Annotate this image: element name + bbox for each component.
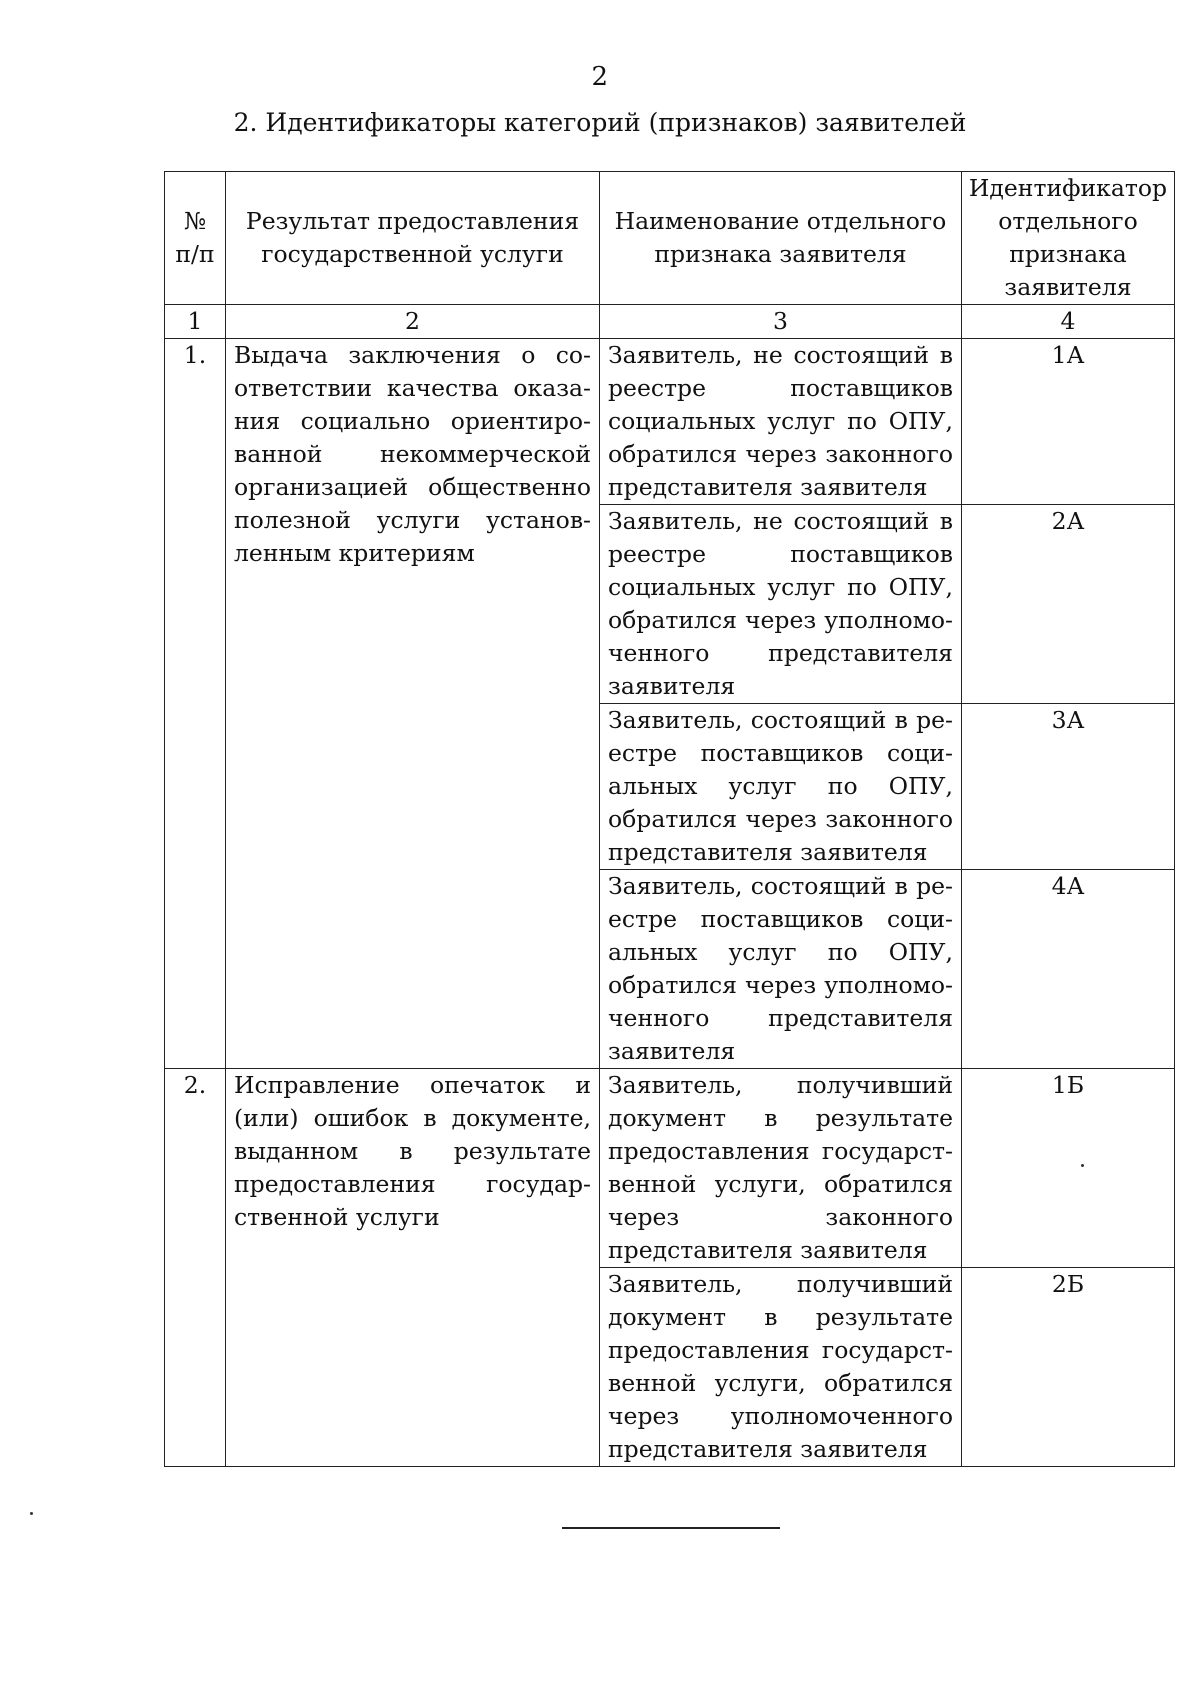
applicant-sign: Заявитель, получивший документ в результате предоставления государственной услуги, обратился через законного представителя заявителя (600, 1069, 962, 1268)
column-number: 4 (962, 305, 1175, 339)
service-result: Исправление опечаток и (или) ошибок в документе, выданном в результате предоставления государственной услуги (226, 1069, 600, 1467)
table-row (165, 339, 1175, 505)
table-row (165, 1069, 1175, 1268)
header-result: Результат предоставления государственной услуги (226, 172, 600, 305)
applicant-sign: Заявитель, не состоящий в реестре поставщиков социальных услуг по ОПУ, обратился через законного представителя заявителя (600, 339, 962, 505)
sign-identifier: 2Б (962, 1268, 1175, 1467)
column-number-row (165, 305, 1175, 339)
header-identifier: Идентификатор отдельного признака заявителя (962, 172, 1175, 305)
row-number: 2. (165, 1069, 226, 1467)
applicant-sign: Заявитель, состоящий в реестре поставщиков социальных услуг по ОПУ, обратился через законного представителя заявителя (600, 704, 962, 870)
section-title: 2. Идентификаторы категорий (признаков) заявителей (233, 108, 967, 137)
header-number: № п/п (165, 172, 226, 305)
sign-identifier: 2А (962, 505, 1175, 704)
identifiers-table (164, 171, 1175, 1467)
column-number: 2 (226, 305, 600, 339)
page-number: 2 (591, 62, 609, 92)
column-number: 3 (600, 305, 962, 339)
scan-speck (1081, 1164, 1084, 1167)
sign-identifier: 4А (962, 870, 1175, 1069)
applicant-sign: Заявитель, получивший документ в результате предоставления государственной услуги, обратился через уполномоченного представителя заявителя (600, 1268, 962, 1467)
row-number: 1. (165, 339, 226, 1069)
scan-speck (30, 1512, 33, 1515)
applicant-sign: Заявитель, состоящий в реестре поставщиков социальных услуг по ОПУ, обратился через уполномоченного представителя заявителя (600, 870, 962, 1069)
column-number: 1 (165, 305, 226, 339)
table-header-row (165, 172, 1175, 305)
sign-identifier: 1Б (962, 1069, 1175, 1268)
service-result: Выдача заключения о соответствии качества оказания социально ориентированной некоммерческой организацией общественно полезной услуги установленным критериям (226, 339, 600, 1069)
applicant-sign: Заявитель, не состоящий в реестре поставщиков социальных услуг по ОПУ, обратился через уполномоченного представителя заявителя (600, 505, 962, 704)
sign-identifier: 3А (962, 704, 1175, 870)
footer-rule (562, 1527, 780, 1529)
header-sign-name: Наименование отдельного признака заявителя (600, 172, 962, 305)
sign-identifier: 1А (962, 339, 1175, 505)
